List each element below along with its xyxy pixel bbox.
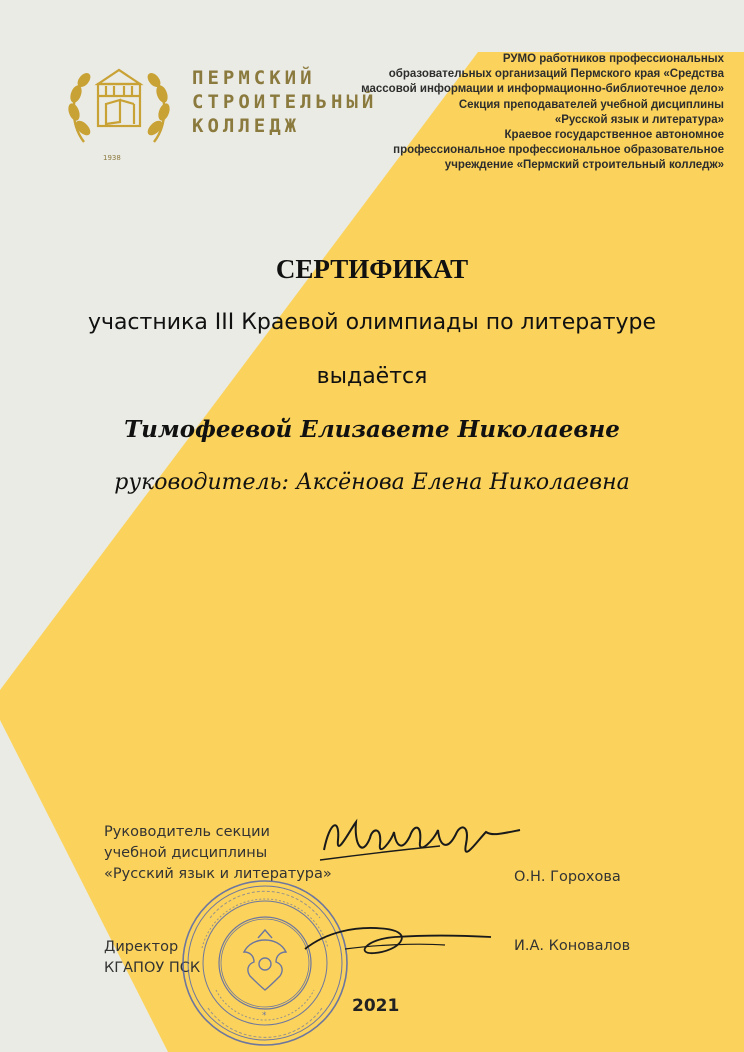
org-line: образовательных организаций Пермского края «Средства <box>388 68 724 81</box>
section-head-line: Руководитель секции <box>104 824 270 840</box>
org-line: учреждение «Пермский строительный колледж» <box>444 159 724 172</box>
recipient-name: Тимофеевой Елизавете Николаевне <box>124 416 620 443</box>
college-logo-icon <box>64 52 174 162</box>
issued-to-label: выдаётся <box>316 364 428 389</box>
director-signature <box>295 905 495 975</box>
section-head-signature <box>310 810 530 880</box>
college-name-line: КОЛЛЕДЖ <box>192 115 301 137</box>
org-line: «Русской язык и литература» <box>554 113 724 126</box>
certificate-subtitle: участника III Краевой олимпиады по литературе <box>87 310 657 335</box>
director-line: КГАПОУ ПСК <box>104 960 201 976</box>
section-head-line: «Русский язык и литература» <box>104 866 332 882</box>
organization-header <box>324 52 724 174</box>
org-line: профессиональное профессиональное образовательное <box>393 144 724 157</box>
org-line: массовой информации и информационно-библиотечное дело» <box>361 83 724 96</box>
org-line: РУМО работников профессиональных <box>502 53 724 65</box>
org-line: Краевое государственное автономное <box>504 129 724 142</box>
certificate-title: СЕРТИФИКАТ <box>275 254 469 284</box>
logo-year: 1938 <box>103 154 121 162</box>
org-line: Секция преподавателей учебной дисциплины <box>458 98 724 111</box>
supervisor-line: руководитель: Аксёнова Елена Николаевна <box>114 470 630 495</box>
director-line: Директор <box>104 939 179 955</box>
section-head-name: О.Н. Горохова <box>514 869 621 885</box>
section-head-line: учебной дисциплины <box>104 845 268 861</box>
section-head-label <box>104 822 332 885</box>
svg-text:*: * <box>262 1011 267 1021</box>
director-name: И.А. Коновалов <box>514 938 631 954</box>
college-name-line: ПЕРМСКИЙ <box>192 67 316 89</box>
college-name-line: СТРОИТЕЛЬНЫЙ <box>192 91 378 113</box>
certificate-year: 2021 <box>352 996 400 1016</box>
